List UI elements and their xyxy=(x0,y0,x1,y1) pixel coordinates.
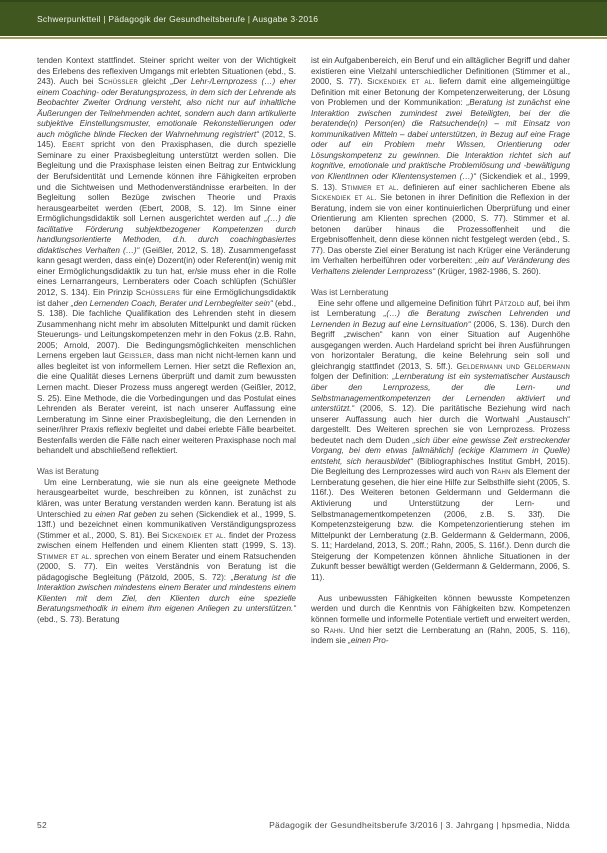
header-accent-line xyxy=(0,37,607,39)
header-bar xyxy=(0,0,607,36)
page-footer xyxy=(37,820,570,830)
paragraph: Um eine Lernberatung, wie sie nun als eine geeignete Methode herausgearbeitet wurde, beschreiben zu können, ist zunächst zu klären, was unter Beratung verstanden werden kann. Beratung ist als Unterschied zu einen Rat geben zu sehen (Sickendiek et al., 1999, S. 13ff.) und bezeichnet einen kommunikativen Verständigungsprozess (Stimmer et al., 2000, S. 81). Bei Sickendiek et al. findet der Prozess zwischen einem Helfenden und einem Klienten statt (1999, S. 13). Stimmer et al. sprechen von einem Berater und einem Ratsuchenden (2000, S. 77). Ein weites Verständnis von Beratung ist die pädagogische Begleitung (Pätzold, 2005, S. 72): „Beratung ist die Interaktion zwischen mindestens einem Berater und mindestens einem Klienten mit dem Ziel, den Klienten durch eine spezielle Beratungsmethodik in einem ihm eigenen Anliegen zu unterstützen.“ (ebd., S. 73). Beratung xyxy=(37,477,297,624)
right-column xyxy=(311,56,570,647)
left-column xyxy=(37,56,296,647)
header-running-title: Schwerpunktteil | Pädagogik der Gesundheitsberufe | Ausgabe 3·2016 xyxy=(37,14,319,24)
article-body xyxy=(37,56,570,647)
footer-journal-line: Pädagogik der Gesundheitsberufe 3/2016 | 3. Jahrgang | hpsmedia, Nidda xyxy=(269,820,570,830)
page-number: 52 xyxy=(37,820,48,830)
section-heading: Was ist Beratung xyxy=(37,467,99,477)
section-heading: Was ist Lernberatung xyxy=(311,288,389,298)
paragraph: Eine sehr offene und allgemeine Definition führt Pätzold auf, bei ihm ist Lernberatung „(…) die Beratung zwischen Lehrenden und Lernenden in Bezug auf eine Lernsituation“ (2006, S. 136). Durch den Begriff „zwischen“ kann von einer Situation auf Augenhöhe ausgegangen werden. Auch Hardeland spricht bei ihren Ausführungen von horizontaler Beratung, die keine Belehrung sein soll und gleichrangig stattfindet (2013, S. 5ff.). Geldermann und Geldermann folgen der Definition: „Lernberatung ist ein systematischer Austausch über den Lernprozess, der die Lern- und Selbstmanagementkompetenzen der Lernenden aktiviert und unterstützt.“ (2006, S. 12). Die paritätische Beziehung wird nach unserer Auffassung auch hier durch die Wortwahl „Austausch“ dargestellt. Des Weiteren sprechen sie von Lernprozess. Prozess bedeutet nach dem Duden „sich über eine gewisse Zeit erstreckender Vorgang, bei dem etwas [allmählich] (eckige Klammern in Quelle) entsteht, sich herausbildet“ (Bibliographisches Institut GmbH, 2015). Die Begleitung des Lernprozesses wird auch von Rahn als Element der Lernberatung gesehen, die hier eine Hilfe zur Selbsthilfe sieht (2005, S. 116f.). Des Weiteren betonen Geldermann und Geldermann die Aktivierung und Unterstützung der Lern- und Selbstmanagementkompetenzen (2006, z.B. S. 33f). Die Kompetenzsteigerung bzw. die Kompetenzorientierung stehen im Mittelpunkt der Lernberatung (z.B. Geldermann & Geldermann, 2006, S. 11; Hardeland, 2013, S. 20ff.; Rahn, 2005, S. 116f.). Denn durch die Steigerung der Kompetenzen können ähnliche Situationen in der Zukunft besser bewältigt werden (Geldermann & Geldermann, 2006, S. 11). xyxy=(311,298,570,582)
paragraph: ist ein Aufgabenbereich, ein Beruf und ein alltäglicher Begriff und daher existieren eine Vielzahl unterschiedlicher Definitionen (Stimmer et al., 2000, S. 77). Sickendiek et al. liefern damit eine allgemeingültige Definition mit einer Betonung der Kompetenzerweiterung, der Lösung von Problemen und der Kommunikation: „Beratung ist zunächst eine Interaktion zwischen zumindest zwei Beteiligten, bei der die beratende(n) Person(en) die Ratsuchende(n) – mit Einsatz von kommunikativen Mitteln – dabei unterstützen, in Bezug auf eine Frage oder auf ein Problem mehr Wissen, Orientierung oder Lösungskompetenz zu gewinnen. Die Interaktion richtet sich auf kognitive, emotionale und praktische Problemlösung und -bewältigung von KlientInnen oder Klientensystemen (…)“ (Sickendiek et al., 1999, S. 13). Stimmer et al. definieren auf einer sachlicheren Ebene als Sickendiek et al. Sie betonen in ihrer Definition die Reflexion in der Beratung, indem sie von einer kontinuierlichen Überprüfung und einer Orientierung am Klienten sprechen (2000, S. 77). Stimmer et al. betonen darüber hinaus die Prozessoffenheit und die Ergebnisoffenheit, denn diese können nicht festgelegt werden (ebd., S. 77). Das oberste Ziel einer Beratung ist nach Krüger eine Veränderung im Verhalten herbeiführen oder vorbereiten: „ein auf Veränderung des Verhaltens zielender Lernprozess“ (Krüger, 1982-1986, S. 260). xyxy=(311,56,571,276)
paragraph: tenden Kontext stattfindet. Steiner spricht weiter von der Wichtigkeit des Erlebens des reflexiven Umgangs mit erlebten Situationen (ebd., S. 243). Auch bei Schüssler gleicht „Der Lehr-/Lernprozess (…) eher einem Coaching- oder Beratungsprozess, in dem sich der Lehrende als Beobachter Zweiter Ordnung versteht, also nicht nur auf inhaltliche Äußerungen der Teilnehmenden achtet, sondern auch dann artikulierte subjektive Einstellungsmuster, emotionale Rekonstellierungen oder auch mögliche blinde Flecken der Wahrnehmung registriert“ (2012, S. 145). Ebert spricht von den Praxisphasen, die durch spezielle Seminare zu einer Praxisbegleitung unterstützt werden sollen. Die Begleitung und die Praxisphase leisten einen Beitrag zur Entwicklung der Berufsidentität und Lernende können ihre Fähigkeiten erproben und die Sichtweisen und Methodenverständnisse erarbeiten. In der Begleitung sollen Bezüge zwischen Theorie und Praxis herausgearbeitet werden (Ebert, 2008, S. 12). Im Sinne einer Ermöglichungsdidaktik soll Lernen ausgerichtet werden auf „(…) die facilitative Förderung subjektbezogener Kompetenzen durch handlungsorientierte Methoden, d.h. durch coachingbasiertes didaktisches Verhalten (…)“ (Geißler, 2012, S. 18). Zusammengefasst kann gesagt werden, dass ein(e) Dozent(in) oder Referent(in) wenig mit einer Ermöglichungsdidaktik zu tun hat, er/sie muss eher in die Rolle eines Lernarrangeurs, Lernberaters oder Coach schlüpfen (Schüßler 2012, S. 134). Ein Prinzip Schüsslers für eine Ermöglichungsdidaktik ist daher „den Lernenden Coach, Berater und Lernbegleiter sein“ (ebd., S. 138). Die fachliche Qualifikation des Lehrenden steht in diesem Zusammenhang nicht mehr im absoluten Mittelpunkt und damit rücken Steuerungs- und Leitungskompetenzen mehr in den Fokus (z.B. Rahn, 2005; Arnold, 2007). Die Bedingungsmöglichkeiten menschlichen Lernens ergeben laut Geissler, dass man nicht nicht-lernen kann und alles begleitet ist von informellem Lernen. Hier setzt die Reflexion an, die eine Qualität dieses Lernens überprüft und damit zum bewussten Lernen macht. Dieser Prozess muss angeregt werden (Geißler, 2012, S. 25). Eine Methode, die die Vorbedingungen und das Postulat eines Lehrenden als Berater vereint, ist nach unserer Auffassung eine Lernberatung im Sinne einer Praxisbegleitung, die den Lernenden in seiner/ihrer Praxis reflexiv begleitet und dabei erlebte Fälle bearbeitet. Bestenfalls werden die Fälle nach einer weiteren Praxisphase noch mal behandelt und abschließend reflektiert. xyxy=(37,56,296,456)
paragraph: Aus unbewussten Fähigkeiten können bewusste Kompetenzen werden und durch die Kenntnis von Fähigkeiten bzw. Kompetenzen können formelle und informelle Potentiale vertieft und erweitert werden, so Rahn. Und hier setzt die Lernberatung an (Rahn, 2005, S. 116), indem sie „einen Pro- xyxy=(311,593,570,646)
